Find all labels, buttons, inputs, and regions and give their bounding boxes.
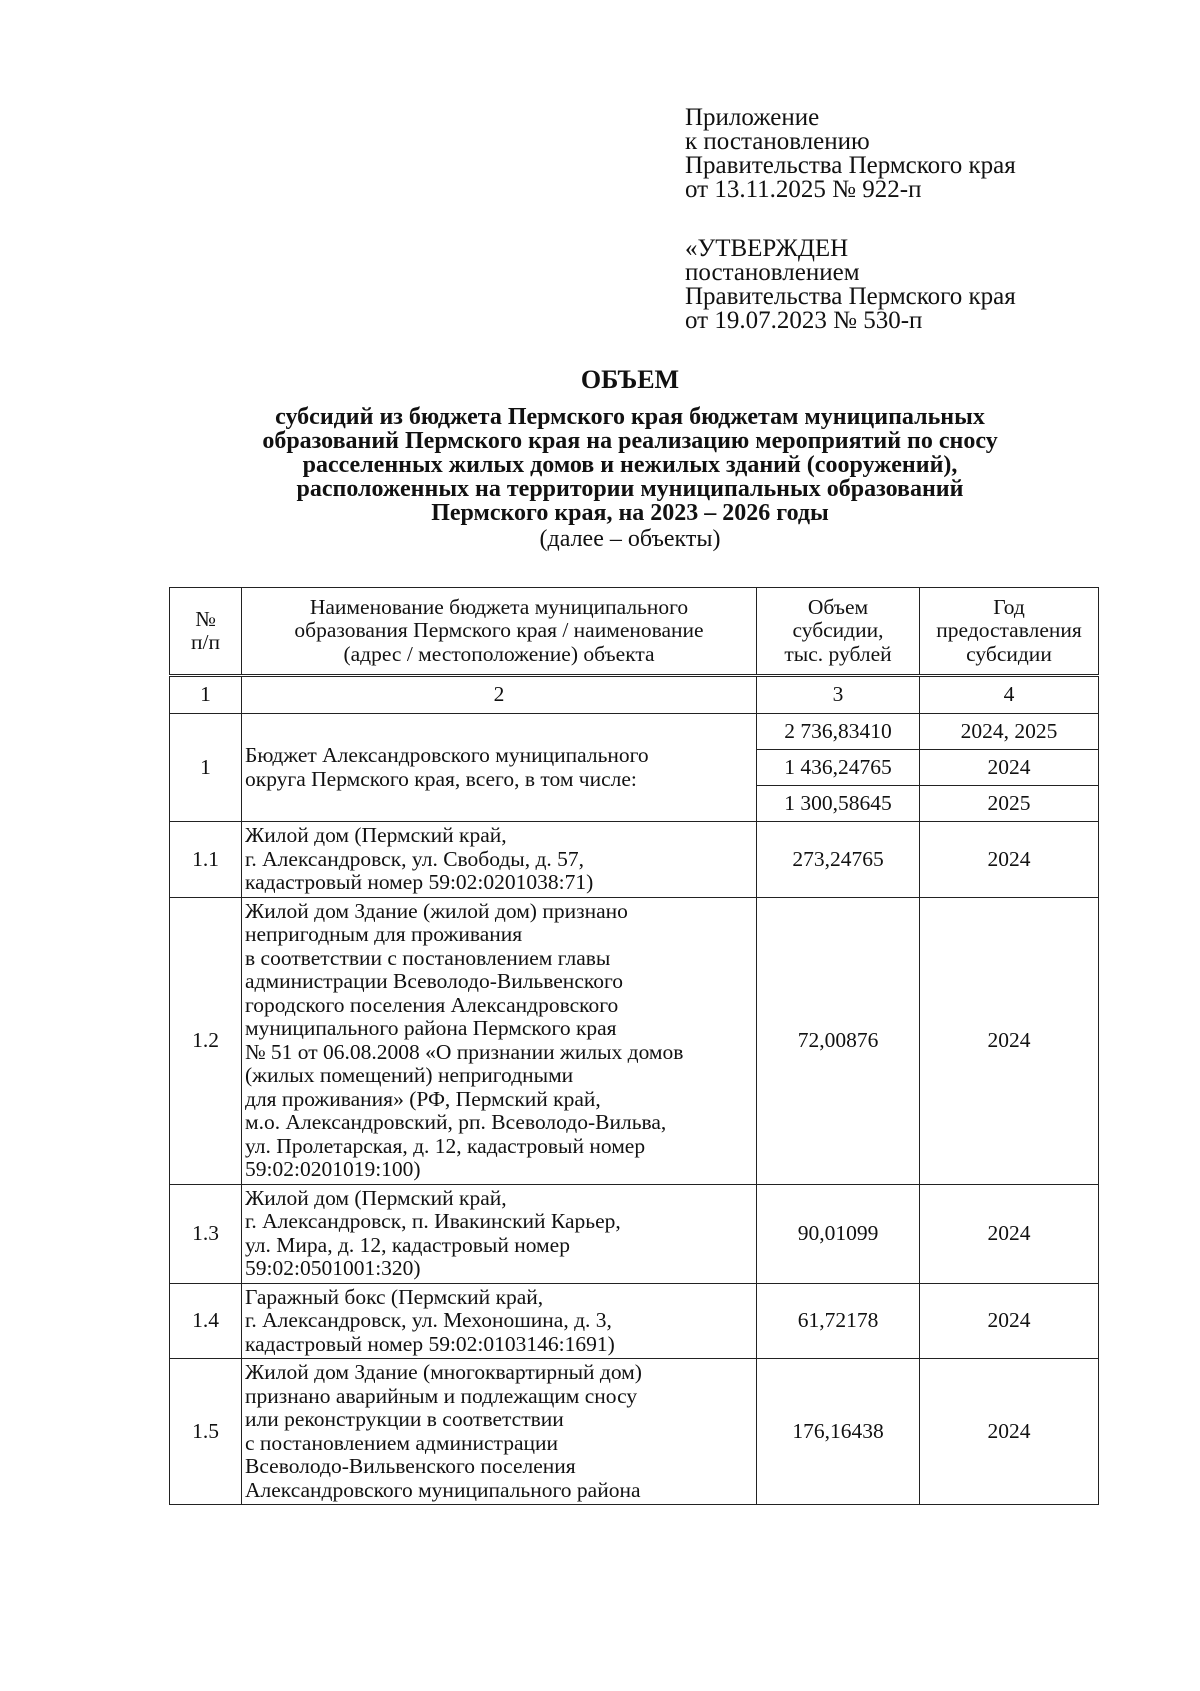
row-name-line: ул. Пролетарская, д. 12, кадастровый номер (245, 1133, 646, 1158)
approval-line: постановлением (685, 259, 860, 286)
row-name (242, 1283, 757, 1359)
row-year: 2024 (920, 1184, 1099, 1283)
appendix-line: Приложение (685, 104, 820, 131)
subtitle-line: расположенных на территории муниципальных образований (296, 476, 964, 502)
row-year: 2025 (920, 786, 1099, 822)
subtitle-note: (далее – объекты) (539, 526, 721, 552)
row-year: 2024 (920, 750, 1099, 786)
row-name (242, 1184, 757, 1283)
row-name-line: Жилой дом Здание (жилой дом) признано (245, 898, 628, 923)
appendix-block (685, 106, 1016, 202)
row-volume: 61,72178 (757, 1283, 920, 1359)
row-name-line: городского поселения Александровского (245, 992, 619, 1017)
row-name-line: кадастровый номер 59:02:0201038:71) (245, 870, 594, 894)
approval-line: «УТВЕРЖДЕН (685, 235, 849, 262)
column-number-row (170, 676, 1099, 714)
header-text: п/п (191, 630, 220, 654)
row-year: 2024 (920, 897, 1099, 1184)
row-year: 2024 (920, 822, 1099, 898)
table-row (170, 822, 1099, 898)
row-name-line: с постановлением администрации (245, 1430, 558, 1455)
table-row (170, 714, 1099, 750)
row-num: 1.2 (170, 897, 242, 1184)
table-row (170, 1359, 1099, 1505)
row-name-line: № 51 от 06.08.2008 «О признании жилых домов (245, 1039, 684, 1064)
subtitle-line: субсидий из бюджета Пермского края бюджетам муниципальных (275, 404, 985, 430)
row-name-line: г. Александровск, ул. Свободы, д. 57, (245, 846, 585, 871)
row-name-line: в соответствии с постановлением главы (245, 945, 611, 970)
row-name-line: для проживания» (РФ, Пермский край, (245, 1086, 601, 1111)
row-volume: 273,24765 (757, 822, 920, 898)
header-num (170, 588, 242, 676)
appendix-line: от 13.11.2025 № 922-п (685, 176, 922, 203)
row-name (242, 822, 757, 898)
row-name (242, 897, 757, 1184)
subtitle-line: Пермского края, на 2023 – 2026 годы (431, 500, 829, 526)
row-name-line: округа Пермского края, всего, в том числе: (245, 766, 637, 791)
row-year: 2024, 2025 (920, 714, 1099, 750)
row-name-line: муниципального района Пермского края (245, 1016, 617, 1040)
row-name-line: (жилых помещений) непригодными (245, 1063, 574, 1087)
header-text: Наименование бюджета муниципального (309, 594, 689, 619)
header-text: образования Пермского края / наименование (294, 618, 704, 643)
header-text: (адрес / местоположение) объекта (343, 641, 655, 666)
approval-line: Правительства Пермского края (685, 283, 1016, 310)
row-volume: 72,00876 (757, 897, 920, 1184)
document-title: ОБЪЕМ (580, 365, 680, 394)
document-subtitle (170, 405, 1090, 525)
header-text: Год (993, 594, 1025, 619)
row-num: 1 (170, 714, 242, 822)
row-volume: 1 436,24765 (757, 750, 920, 786)
row-volume: 90,01099 (757, 1184, 920, 1283)
row-name-line: Александровского муниципального района (245, 1477, 641, 1502)
header-year (920, 588, 1099, 676)
appendix-line: Правительства Пермского края (685, 152, 1016, 179)
table-row (170, 897, 1099, 1184)
row-volume: 2 736,83410 (757, 714, 920, 750)
row-name-line: Бюджет Александровского муниципального (245, 743, 649, 767)
header-text: субсидии, (792, 618, 884, 643)
row-num: 1.5 (170, 1359, 242, 1505)
column-number: 3 (757, 676, 920, 714)
row-name-line: Жилой дом (Пермский край, (245, 823, 507, 847)
column-number: 1 (170, 676, 242, 714)
row-name-line: 59:02:0501001:320) (245, 1256, 421, 1280)
row-year: 2024 (920, 1359, 1099, 1505)
row-year: 2024 (920, 1283, 1099, 1359)
row-name-line: Жилой дом Здание (многоквартирный дом) (245, 1360, 642, 1384)
subtitle-line: расселенных жилых домов и нежилых зданий (сооружений), (302, 452, 958, 478)
row-name-line: г. Александровск, п. Ивакинский Карьер, (245, 1209, 621, 1233)
subsidy-table (169, 587, 1099, 1505)
approval-block (685, 237, 1016, 333)
row-name-line: г. Александровск, ул. Мехоношина, д. 3, (245, 1308, 612, 1332)
row-name-line: администрации Всеволодо-Вильвенского (245, 969, 623, 993)
row-num: 1.1 (170, 822, 242, 898)
appendix-line: к постановлению (685, 128, 870, 155)
subtitle-line: образований Пермского края на реализацию мероприятий по сносу (262, 428, 998, 454)
header-text: тыс. рублей (784, 641, 892, 666)
row-name-line: 59:02:0201019:100) (245, 1157, 421, 1181)
header-text: № (195, 606, 216, 631)
header-volume (757, 588, 920, 676)
column-number: 4 (920, 676, 1099, 714)
approval-line: от 19.07.2023 № 530-п (685, 307, 923, 334)
row-name-line: ул. Мира, д. 12, кадастровый номер (245, 1232, 570, 1257)
row-name-line: м.о. Александровский, рп. Всеволодо-Вильва, (245, 1110, 667, 1134)
row-name-line: Гаражный бокс (Пермский край, (245, 1284, 544, 1309)
row-name-line: Всеволодо-Вильвенского поселения (245, 1454, 576, 1478)
table-row (170, 1184, 1099, 1283)
row-name (242, 1359, 757, 1505)
row-num: 1.4 (170, 1283, 242, 1359)
row-name-line: непригодным для проживания (245, 922, 523, 946)
row-volume: 176,16438 (757, 1359, 920, 1505)
row-name-line: или реконструкции в соответствии (245, 1407, 564, 1431)
table-header-row (170, 588, 1099, 676)
header-text: предоставления (936, 618, 1082, 643)
row-name (242, 714, 757, 822)
row-num: 1.3 (170, 1184, 242, 1283)
row-name-line: признано аварийным и подлежащим сносу (245, 1383, 638, 1408)
table-row (170, 1283, 1099, 1359)
row-name-line: кадастровый номер 59:02:0103146:1691) (245, 1331, 615, 1356)
header-text: Объем (807, 594, 869, 619)
row-name-line: Жилой дом (Пермский край, (245, 1185, 507, 1210)
row-volume: 1 300,58645 (757, 786, 920, 822)
header-name (242, 588, 757, 676)
column-number: 2 (242, 676, 757, 714)
header-text: субсидии (966, 641, 1052, 666)
